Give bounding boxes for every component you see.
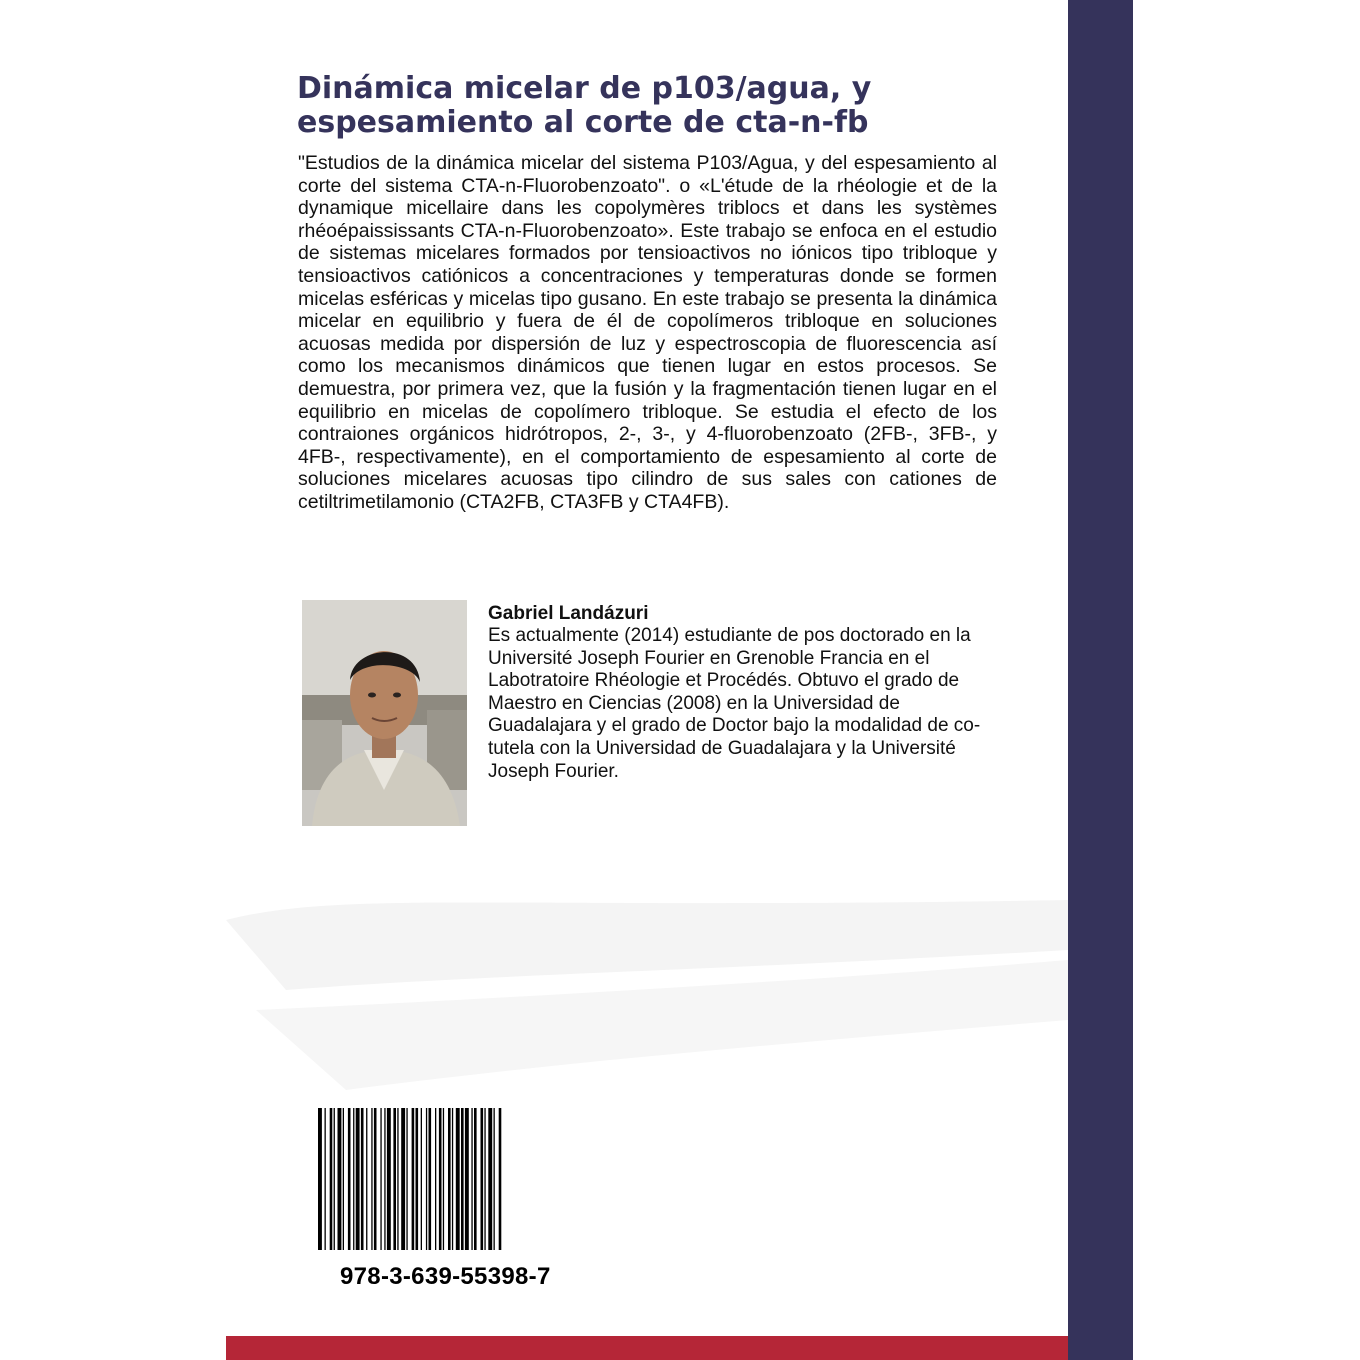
barcode-bar <box>338 1108 342 1250</box>
barcode-bar <box>439 1108 442 1250</box>
barcode-bar <box>387 1108 391 1250</box>
barcode-bar <box>412 1108 415 1250</box>
barcode-bar <box>474 1108 477 1250</box>
barcode-bar <box>330 1108 333 1250</box>
barcode-bar <box>356 1108 360 1250</box>
barcode-bar <box>371 1108 372 1250</box>
barcode-bar <box>393 1108 396 1250</box>
barcode-bar <box>471 1108 472 1250</box>
barcode-bar <box>318 1108 322 1250</box>
barcode-bar <box>325 1108 326 1250</box>
barcode-bar <box>461 1108 464 1250</box>
book-description: "Estudios de la dinámica micelar del sistema P103/Agua, y del espesamiento al corte del sistema CTA-n-Fluorobenzoato". o «L'étude de la rhéologie et de la dynamique micellaire dans les copolymères triblocs et dans les systèmes rhéoépaississants CTA-n-Fluorobenzoato». Este trabajo se enfoca en el estudio de sistemas micelares formados por tensioactivos no iónicos tipo tribloque y tensioactivos catiónicos a concentraciones y temperaturas donde se formen micelas esféricas y micelas tipo gusano. En este trabajo se presenta la dinámica micelar en equilibrio y fuera de él de copolímeros tribloque en soluciones acuosas medida por dispersión de luz y espectroscopia de fluorescencia así como los mecanismos dinámicos que tienen lugar en estos procesos. Se demuestra, por primera vez, que la fusión y la fragmentación tienen lugar en el equilibrio en micelas de copolímero tribloque. Se estudia el efecto de los contraiones orgánicos hidrótropos, 2-, 3-, y 4-fluorobenzoato (2FB-, 3FB-, y 4FB-, respectivamente), en el comportamiento de espesamiento al corte de soluciones micelares acuosas tipo cilindro de sus sales con cationes de cetiltrimetilamonio (CTA2FB, CTA3FB y CTA4FB). <box>298 152 997 513</box>
book-title: Dinámica micelar de p103/agua, y espesamiento al corte de cta-n-fb <box>297 71 872 140</box>
barcode-bar <box>353 1108 354 1250</box>
barcode-bar <box>443 1108 444 1250</box>
barcode-bar <box>488 1108 492 1250</box>
author-name: Gabriel Landázuri <box>488 603 649 624</box>
barcode-bar <box>429 1108 432 1250</box>
barcode-bar <box>484 1108 485 1250</box>
barcode-bar <box>465 1108 469 1250</box>
barcode-bar <box>406 1108 407 1250</box>
watermark-swoosh <box>226 880 1068 1120</box>
isbn-number: 978-3-639-55398-7 <box>340 1263 551 1290</box>
spine <box>1068 0 1133 1360</box>
barcode-bar <box>426 1108 427 1250</box>
barcode-bar <box>343 1108 344 1250</box>
barcode-bar <box>384 1108 385 1250</box>
barcode-bar <box>416 1108 419 1250</box>
barcode-bar <box>452 1108 453 1250</box>
barcode-bar <box>401 1108 405 1250</box>
bottom-bar <box>226 1336 1068 1360</box>
barcode-bar <box>421 1108 422 1250</box>
barcode-bar <box>380 1108 381 1250</box>
barcode-bar <box>481 1108 484 1250</box>
barcode-bar <box>456 1108 460 1250</box>
barcode-bar <box>494 1108 495 1250</box>
barcode-bar <box>499 1108 502 1250</box>
author-bio: Es actualmente (2014) estudiante de pos doctorado en la Université Joseph Fourier en Grenoble Francia en el Labotratoire Rhéologie et Procédés. Obtuvo el grado de Maestro en Ciencias (2008) en la Universidad de Guadalajara y el grado de Doctor bajo la modalidad de co-tutela con la Universidad de Guadalajara y la Université Joseph Fourier. <box>488 625 981 782</box>
barcode-bar <box>374 1108 377 1250</box>
barcode-bar <box>348 1108 351 1250</box>
barcode-bar <box>448 1108 451 1250</box>
barcode <box>318 1108 580 1250</box>
barcode-bar <box>366 1108 367 1250</box>
barcode-bar <box>397 1108 398 1250</box>
barcode-bar <box>435 1108 436 1250</box>
barcode-bar <box>334 1108 335 1250</box>
author-photo <box>302 600 467 826</box>
barcode-bar <box>361 1108 364 1250</box>
